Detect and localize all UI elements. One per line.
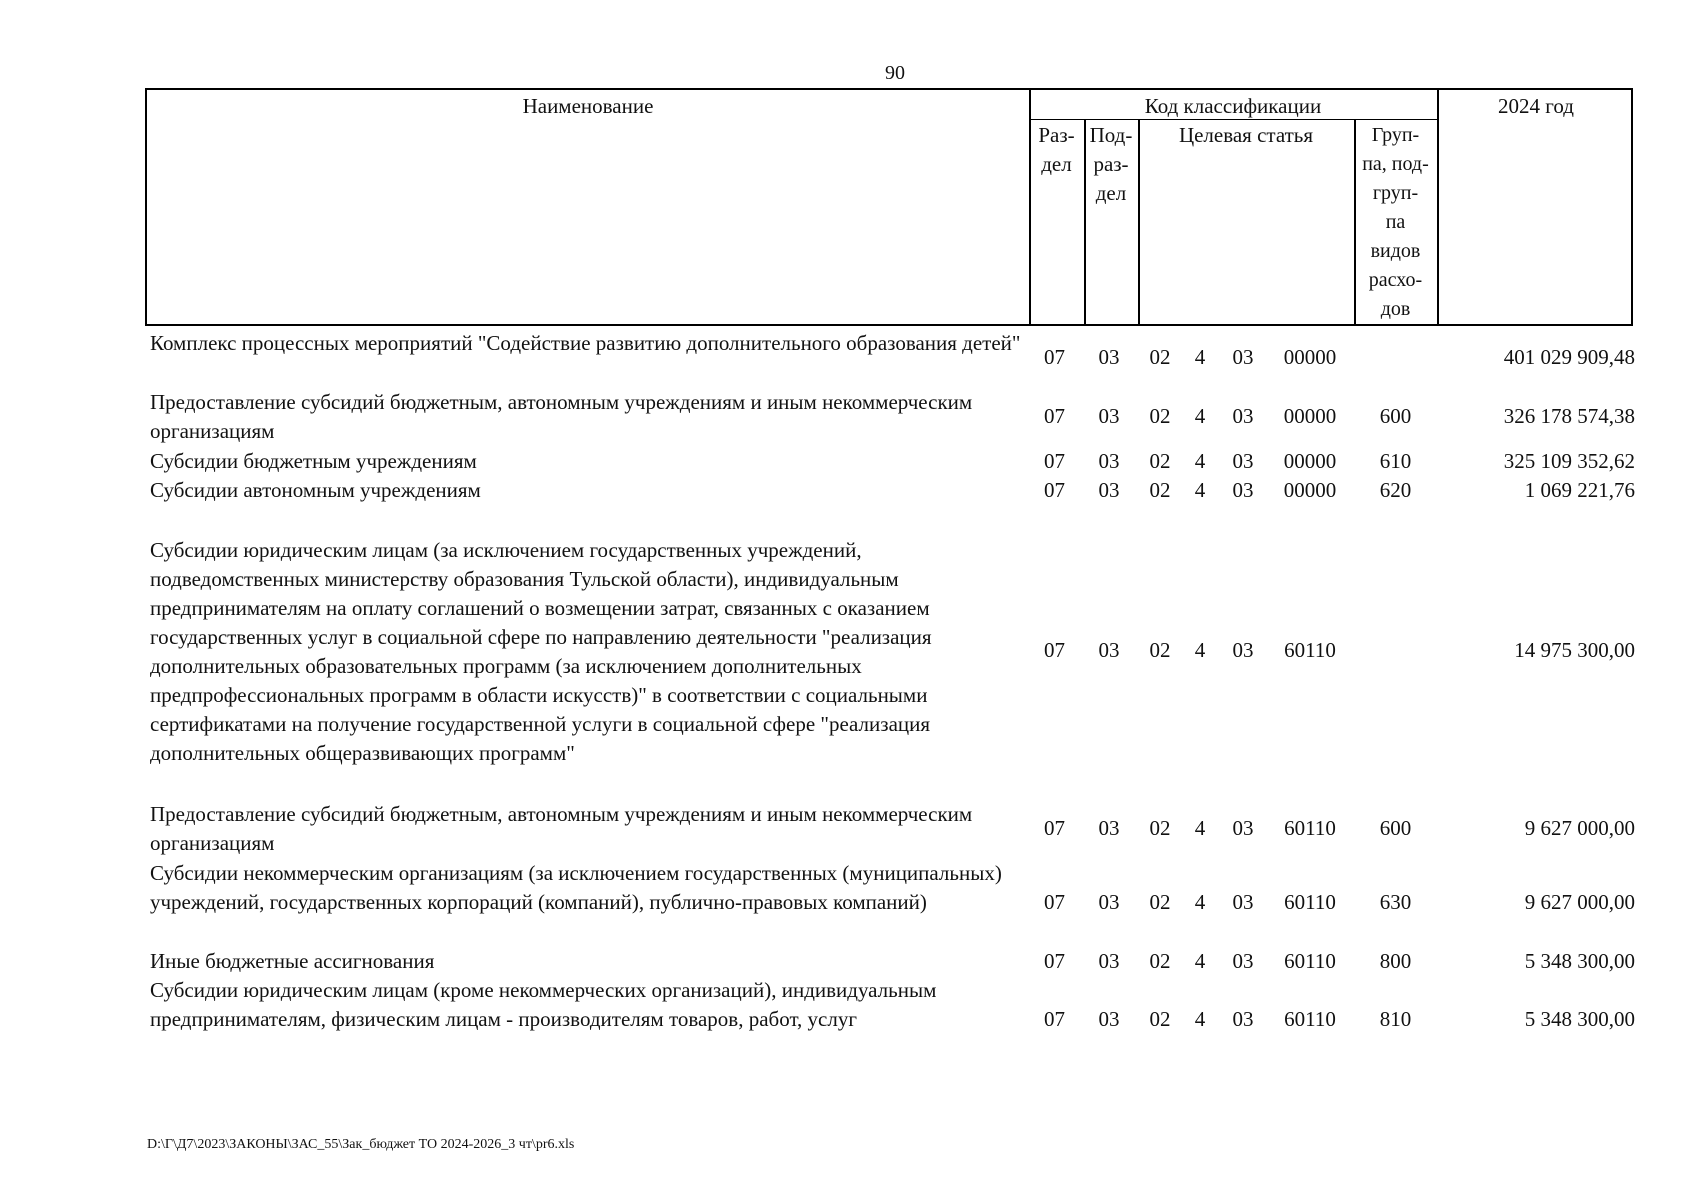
row-razdel: 07: [1044, 449, 1065, 473]
header-podrazdel: Под- раз- дел: [1089, 123, 1133, 205]
row-code-program: 02: [1149, 478, 1171, 502]
row-razdel: 07: [1044, 638, 1065, 662]
row-group: 600: [1379, 816, 1412, 840]
row-razdel: 07: [1044, 1007, 1065, 1031]
row-code-direction: 60110: [1284, 949, 1336, 973]
page-number: 90: [885, 62, 905, 84]
row-code-complex: 03: [1232, 638, 1254, 662]
header-divider: [1437, 90, 1439, 324]
row-code-complex: 03: [1232, 949, 1254, 973]
row-code-complex: 03: [1232, 478, 1254, 502]
row-podrazdel: 03: [1098, 449, 1120, 473]
row-amount: 326 178 574,38: [1503, 404, 1635, 428]
row-podrazdel: 03: [1098, 1007, 1120, 1031]
row-podrazdel: 03: [1098, 890, 1120, 914]
row-code-direction: 60110: [1284, 638, 1336, 662]
row-code-type: 4: [1194, 949, 1206, 973]
row-group: 610: [1379, 449, 1412, 473]
row-name: Иные бюджетные ассигнования: [150, 949, 435, 973]
row-razdel: 07: [1044, 478, 1065, 502]
row-amount: 325 109 352,62: [1503, 449, 1635, 473]
header-name: Наименование: [522, 94, 654, 118]
row-name: Субсидии юридическим лицам (за исключением государственных учреждений, подведомственных министерству образования Тульской области), индивидуальным предпринимателям на оплату соглашений о возмещении затрат, связанных с оказанием государственных услуг в социальной сфере по направлению деятельности "реализация дополнительных образовательных программ (за исключением дополнительных предпрофессиональных программ в области искусств)" в соответствии с социальными сертификатами на получение государственной услуги в социальной сфере "реализация дополнительных общеразвивающих программ": [150, 538, 932, 765]
row-code-type: 4: [1194, 890, 1206, 914]
row-code-direction: 00000: [1283, 449, 1337, 473]
row-code-complex: 03: [1232, 345, 1254, 369]
row-name: Субсидии юридическим лицам (кроме некоммерческих организаций), индивидуальным предпринимателям, физическим лицам - производителям товаров, работ, услуг: [150, 978, 937, 1031]
row-code-program: 02: [1149, 345, 1171, 369]
row-code-type: 4: [1194, 638, 1206, 662]
row-amount: 9 627 000,00: [1524, 890, 1635, 914]
row-code-complex: 03: [1232, 890, 1254, 914]
row-code-program: 02: [1149, 449, 1171, 473]
row-code-complex: 03: [1232, 816, 1254, 840]
row-razdel: 07: [1044, 890, 1065, 914]
header-target-article: Целевая статья: [1178, 123, 1314, 147]
row-amount: 401 029 909,48: [1503, 345, 1635, 369]
row-group: 630: [1379, 890, 1412, 914]
row-podrazdel: 03: [1098, 404, 1120, 428]
row-code-type: 4: [1194, 478, 1206, 502]
row-code-program: 02: [1149, 949, 1171, 973]
row-group: 810: [1379, 1007, 1412, 1031]
row-code-complex: 03: [1232, 404, 1254, 428]
row-razdel: 07: [1044, 345, 1065, 369]
row-amount: 1 069 221,76: [1524, 478, 1635, 502]
row-code-type: 4: [1194, 404, 1206, 428]
row-code-direction: 00000: [1283, 404, 1337, 428]
row-amount: 14 975 300,00: [1514, 638, 1635, 662]
file-path-footer: D:\Г\Д7\2023\ЗАКОНЫ\ЗАС_55\Зак_бюджет ТО 2024-2026_3 чт\pr6.xls: [147, 1137, 575, 1152]
row-name: Субсидии автономным учреждениям: [150, 478, 481, 502]
row-code-program: 02: [1149, 1007, 1171, 1031]
row-code-complex: 03: [1232, 1007, 1254, 1031]
header-classification: Код классификации: [1144, 94, 1322, 118]
row-podrazdel: 03: [1098, 816, 1120, 840]
row-podrazdel: 03: [1098, 478, 1120, 502]
row-razdel: 07: [1044, 949, 1065, 973]
row-code-direction: 60110: [1284, 816, 1336, 840]
row-name: Субсидии бюджетным учреждениям: [150, 449, 477, 473]
row-code-program: 02: [1149, 638, 1171, 662]
header-group: Груп- па, под- груп- па видов расхо- дов: [1362, 124, 1429, 320]
table-header: [145, 88, 1633, 326]
row-podrazdel: 03: [1098, 638, 1120, 662]
header-divider: [1138, 120, 1140, 324]
row-razdel: 07: [1044, 404, 1065, 428]
row-podrazdel: 03: [1098, 345, 1120, 369]
row-razdel: 07: [1044, 816, 1065, 840]
row-name: Предоставление субсидий бюджетным, автономным учреждениям и иным некоммерческим организациям: [150, 802, 973, 855]
row-code-complex: 03: [1232, 449, 1254, 473]
row-group: 800: [1379, 949, 1412, 973]
row-code-program: 02: [1149, 816, 1171, 840]
row-name: Комплекс процессных мероприятий "Содействие развитию дополнительного образования детей": [150, 331, 1021, 355]
row-code-type: 4: [1194, 816, 1206, 840]
row-amount: 5 348 300,00: [1524, 949, 1635, 973]
row-amount: 9 627 000,00: [1524, 816, 1635, 840]
row-group: 600: [1379, 404, 1412, 428]
row-code-direction: 60110: [1284, 1007, 1336, 1031]
row-code-direction: 60110: [1284, 890, 1336, 914]
row-code-type: 4: [1194, 1007, 1206, 1031]
header-razdel: Раз- дел: [1038, 123, 1075, 176]
header-year: 2024 год: [1498, 94, 1574, 118]
row-code-program: 02: [1149, 890, 1171, 914]
row-name: Субсидии некоммерческим организациям (за исключением государственных (муниципальных) учреждений, государственных корпораций (компаний), публично-правовых компаний): [150, 861, 1002, 914]
row-group: 620: [1379, 478, 1412, 502]
row-code-direction: 00000: [1283, 345, 1337, 369]
row-podrazdel: 03: [1098, 949, 1120, 973]
row-code-direction: 00000: [1283, 478, 1337, 502]
row-code-type: 4: [1194, 449, 1206, 473]
row-name: Предоставление субсидий бюджетным, автономным учреждениям и иным некоммерческим организациям: [150, 390, 973, 443]
row-code-type: 4: [1194, 345, 1206, 369]
row-code-program: 02: [1149, 404, 1171, 428]
row-amount: 5 348 300,00: [1524, 1007, 1635, 1031]
